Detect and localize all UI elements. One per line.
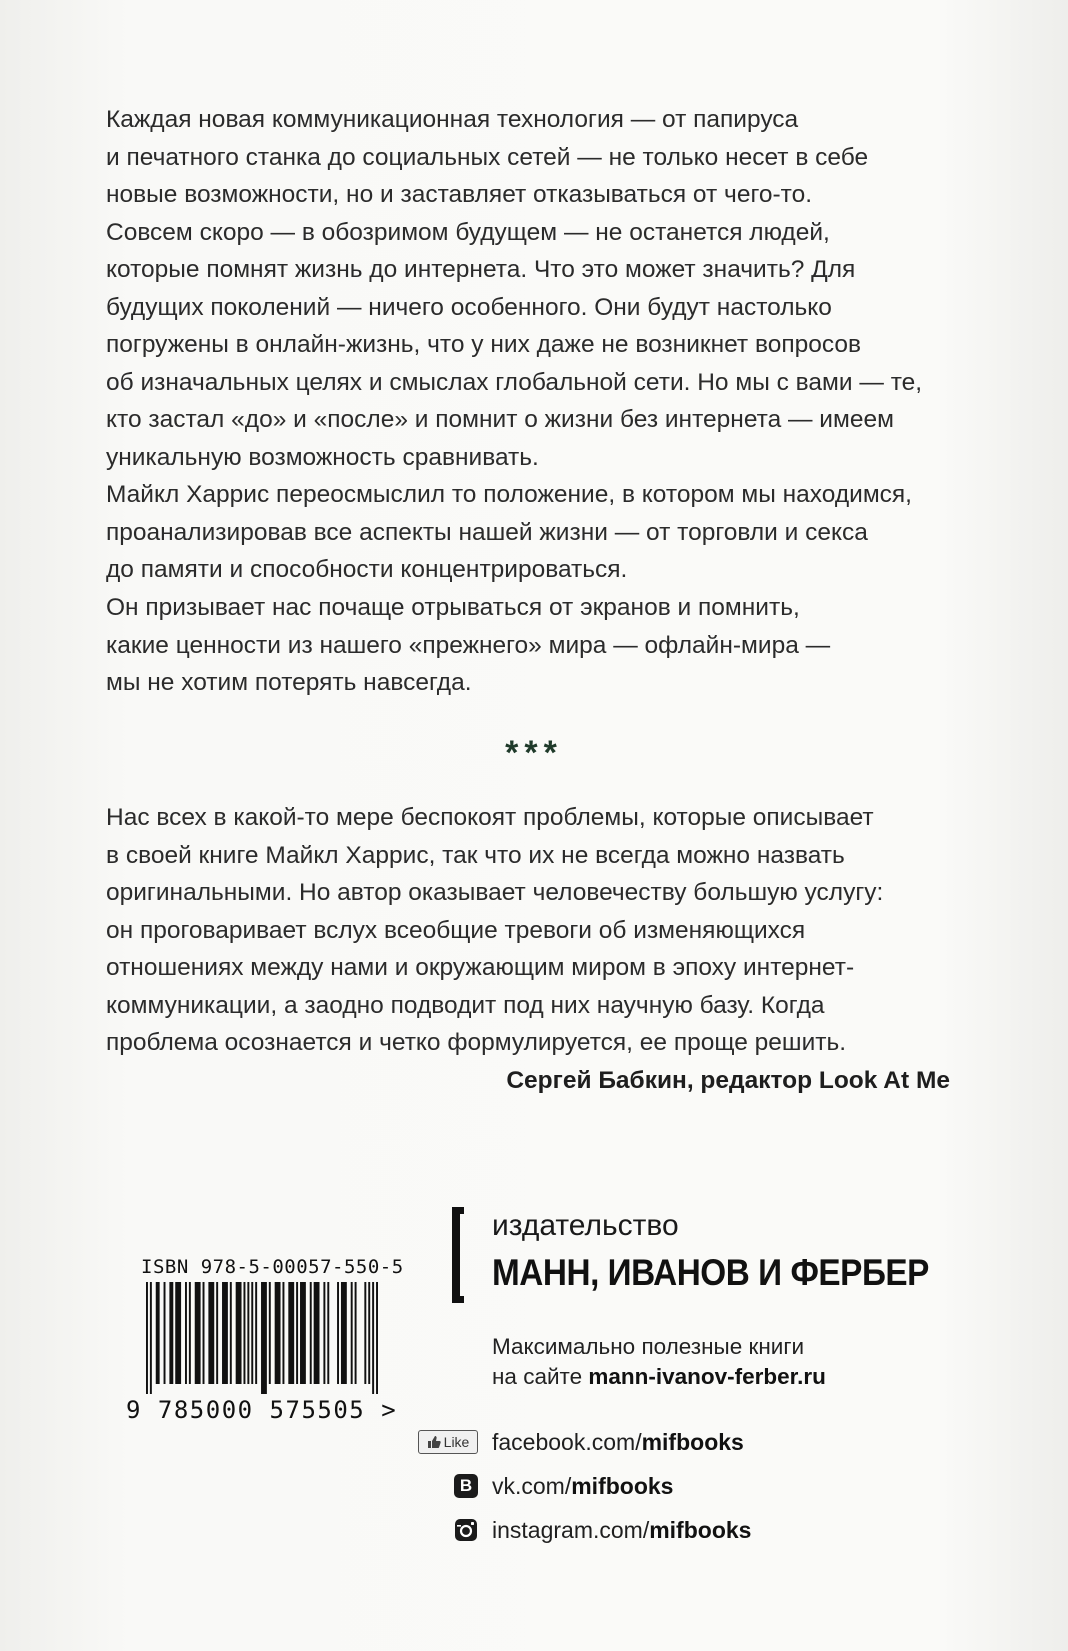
vk-icon: B — [454, 1474, 478, 1498]
barcode-bar — [156, 1282, 160, 1384]
publisher-bracket-logo — [452, 1207, 464, 1303]
publisher-label: издательство — [492, 1209, 679, 1242]
barcode — [146, 1282, 378, 1394]
barcode-bar — [351, 1282, 353, 1384]
barcode-bar — [189, 1282, 191, 1384]
isbn-label: ISBN 978-5-00057-550-5 — [141, 1256, 404, 1278]
barcode-bar — [314, 1282, 320, 1384]
barcode-bar — [323, 1282, 325, 1384]
barcode-bar — [296, 1282, 298, 1384]
barcode-bar — [164, 1282, 166, 1384]
review-quote: Нас всех в какой-то мере беспокоят проблемы, которые описывает в своей книге Майкл Харрис, так что их не всегда можно назвать оригинальными. Но автор оказывает человечеству большую услугу: он проговаривает вслух всеобщие тревоги об изменяющихся отношениях между нами и окружающим миром в эпоху интернет- коммуникации, а заодно подводит под них научную базу. Когда проблема осознается и четко формулируется, ее проще решить. — [106, 804, 884, 1056]
barcode-bar — [288, 1282, 294, 1384]
barcode-digits: 9 785000 575505 > — [126, 1396, 398, 1424]
barcode-bar — [251, 1282, 253, 1384]
instagram-icon — [454, 1518, 478, 1542]
barcode-bar — [195, 1282, 201, 1384]
barcode-bar — [175, 1282, 181, 1384]
barcode-bar — [376, 1282, 378, 1394]
barcode-bar — [185, 1282, 187, 1384]
barcode-bar — [310, 1282, 312, 1384]
barcode-bar — [364, 1282, 366, 1384]
social-vk[interactable]: B vk.com/mifbooks — [418, 1469, 673, 1503]
barcode-bar — [236, 1282, 242, 1384]
barcode-bar — [327, 1282, 329, 1384]
barcode-bar — [243, 1282, 245, 1384]
barcode-bar — [300, 1282, 306, 1384]
barcode-bar — [208, 1282, 214, 1384]
quote-attribution: Сергей Бабкин, редактор Look At Me — [506, 1067, 950, 1094]
description-paragraph-2: Майкл Харрис переосмыслил то положение, в котором мы находимся, проанализировав все аспекты нашей жизни — от торговли и секса до памяти и способности концентрироваться. — [106, 481, 912, 583]
barcode-bar — [255, 1282, 257, 1384]
barcode-bar — [203, 1282, 205, 1384]
barcode-bar — [146, 1282, 148, 1394]
thumbs-up-icon — [427, 1435, 441, 1449]
description-paragraph-1: Каждая новая коммуникационная технология — от папируса и печатного станка до социальных сетей — не только несет в себе новые возможности, но и заставляет отказываться от чего-то. Совсем скоро — в обозримом будущем — не останется людей, которые помнят жизнь до интернета. Что это может значить? Для будущих поколений — ничего особенного. Они будут настолько погружены в онлайн-жизнь, что у них даже не возникнет вопросов об изначальных целях и смыслах глобальной сети. Но мы с вами — те, кто застал «до» и «после» и помнит о жизни без интернета — имеем уникальную возможность сравнивать. — [106, 106, 923, 471]
social-facebook[interactable]: Like facebook.com/mifbooks — [418, 1425, 744, 1459]
barcode-bar — [372, 1282, 374, 1394]
barcode-bar — [341, 1282, 347, 1384]
barcode-bar — [269, 1282, 271, 1384]
barcode-bar — [222, 1282, 228, 1384]
barcode-bar — [261, 1282, 267, 1394]
publisher-site-link[interactable]: mann-ivanov-ferber.ru — [588, 1364, 826, 1389]
facebook-like-icon: Like — [418, 1430, 478, 1454]
barcode-bar — [355, 1282, 357, 1384]
description-paragraph-3: Он призывает нас почаще отрываться от экранов и помнить, какие ценности из нашего «прежнего» мира — офлайн-мира — мы не хотим потерять навсегда. — [106, 594, 831, 696]
barcode-bar — [337, 1282, 339, 1384]
barcode-bar — [169, 1282, 173, 1384]
section-separator: *** — [505, 734, 563, 772]
barcode-bar — [230, 1282, 232, 1384]
barcode-bar — [282, 1282, 284, 1384]
social-instagram[interactable]: instagram.com/mifbooks — [418, 1513, 751, 1547]
barcode-bar — [368, 1282, 370, 1384]
barcode-bar — [216, 1282, 218, 1384]
barcode-bar — [150, 1282, 152, 1394]
barcode-bar — [247, 1282, 249, 1384]
publisher-name: МАНН, ИВАНОВ И ФЕРБЕР — [492, 1252, 929, 1293]
barcode-bar — [275, 1282, 281, 1384]
publisher-tagline: Максимально полезные книги на сайте mann-ivanov-ferber.ru — [492, 1334, 826, 1389]
